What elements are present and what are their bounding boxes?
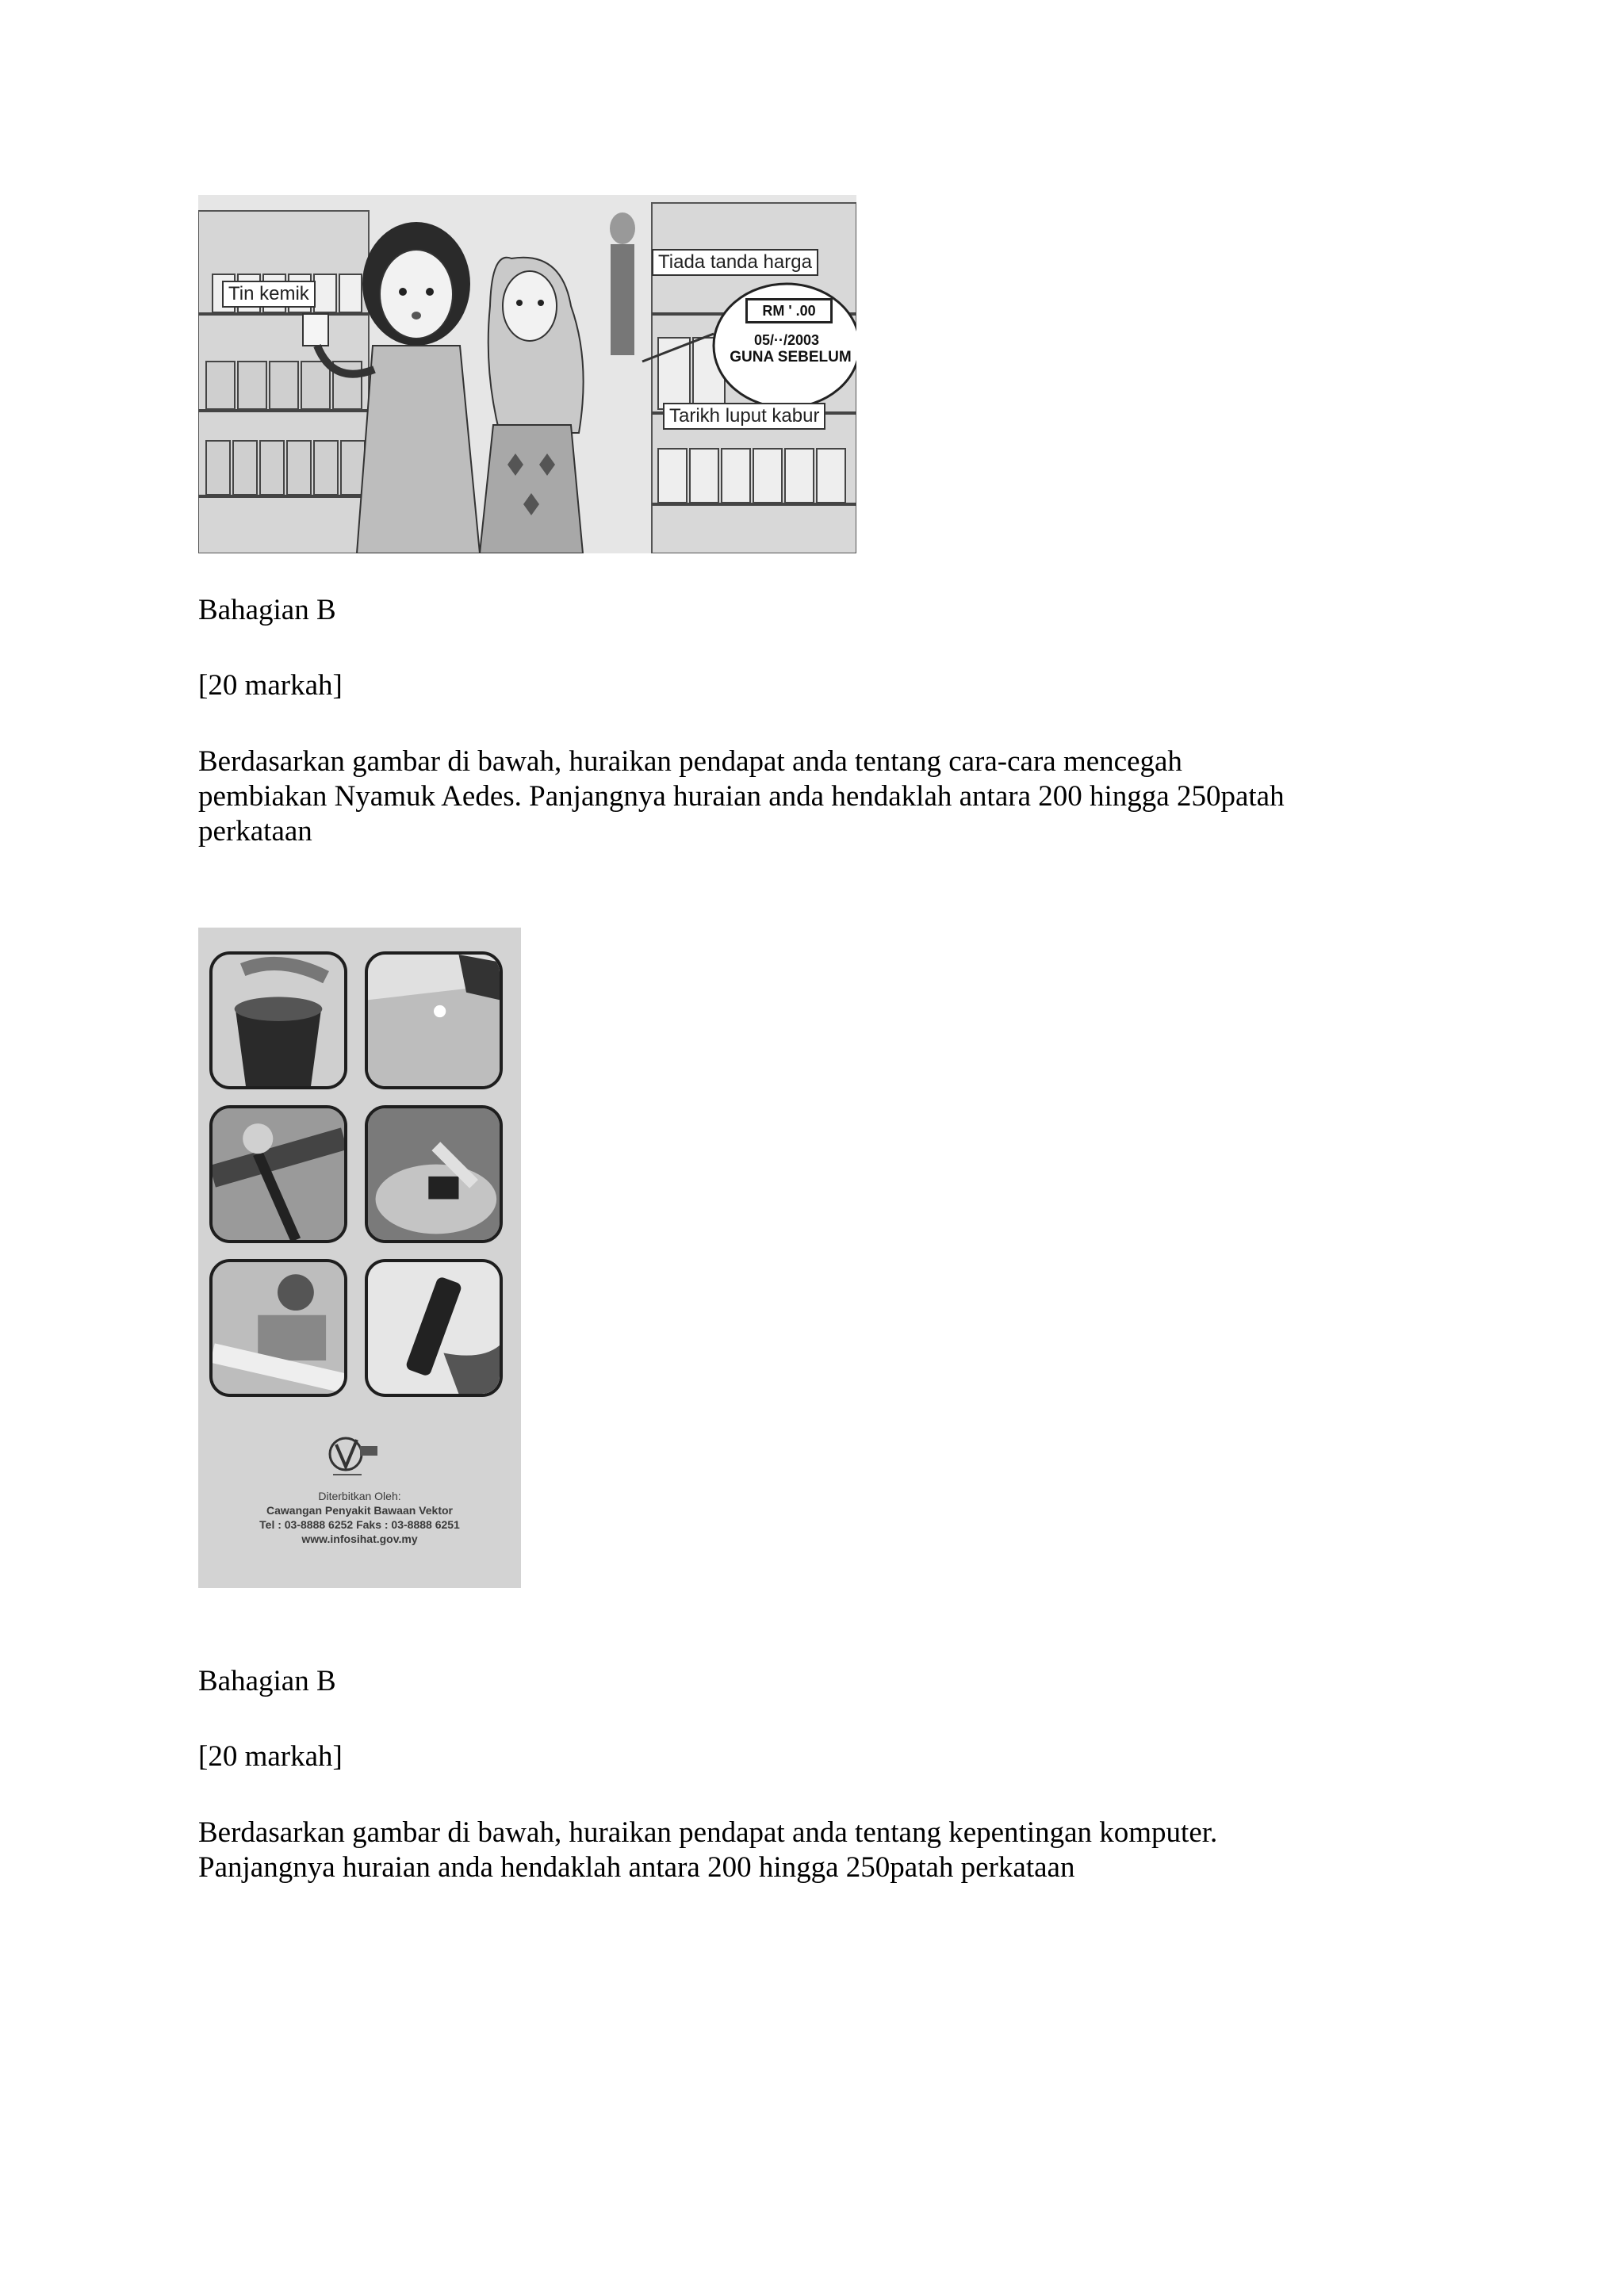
section-1-marks: [20 markah] xyxy=(198,669,343,702)
section-2-heading: Bahagian B xyxy=(198,1665,336,1697)
photo-covering-water-container xyxy=(209,951,347,1089)
photo-clearing-drain xyxy=(209,1259,347,1397)
section-2-question-line-2: Panjangnya huraian anda hendaklah antara 200 hingga 250patah perkataan xyxy=(198,1851,1075,1884)
section-1-question-line-1: Berdasarkan gambar di bawah, huraikan pendapat anda tentang cara-cara mencegah xyxy=(198,745,1182,778)
label-tin-kemik: Tin kemik xyxy=(222,281,316,308)
supermarket-illustration xyxy=(198,195,856,553)
leaflet-agency: Cawangan Penyakit Bawaan Vektor xyxy=(266,1504,453,1517)
photo-cleaning-roof-gutter xyxy=(209,1105,347,1243)
leaflet-website: www.infosihat.gov.my xyxy=(301,1533,418,1545)
leaflet-contact: Tel : 03-8888 6252 Faks : 03-8888 6251 xyxy=(259,1518,460,1531)
section-2-question-line-1: Berdasarkan gambar di bawah, huraikan pendapat anda tentang kepentingan komputer. xyxy=(198,1816,1218,1849)
section-1-heading: Bahagian B xyxy=(198,594,336,626)
label-tarikh-luput-kabur: Tarikh luput kabur xyxy=(663,403,825,430)
price-tag-box: RM ' .00 xyxy=(745,298,833,323)
leaflet-published-by: Diterbitkan Oleh: xyxy=(318,1490,401,1502)
section-1-question-line-3: perkataan xyxy=(198,815,312,848)
price-tag-use-before: GUNA SEBELUM xyxy=(730,349,852,365)
photo-scrubbing-basin xyxy=(365,1105,503,1243)
aedes-prevention-leaflet xyxy=(198,928,521,1588)
ministry-logo-icon xyxy=(325,1435,382,1479)
photo-adding-abate-to-water xyxy=(365,951,503,1089)
photo-spraying-insecticide xyxy=(365,1259,503,1397)
price-tag-date: 05/··/2003 xyxy=(753,332,820,348)
label-tiada-tanda-harga: Tiada tanda harga xyxy=(652,249,818,276)
section-2-marks: [20 markah] xyxy=(198,1740,343,1773)
section-1-question-line-2: pembiakan Nyamuk Aedes. Panjangnya huraian anda hendaklah antara 200 hingga 250patah xyxy=(198,780,1285,813)
